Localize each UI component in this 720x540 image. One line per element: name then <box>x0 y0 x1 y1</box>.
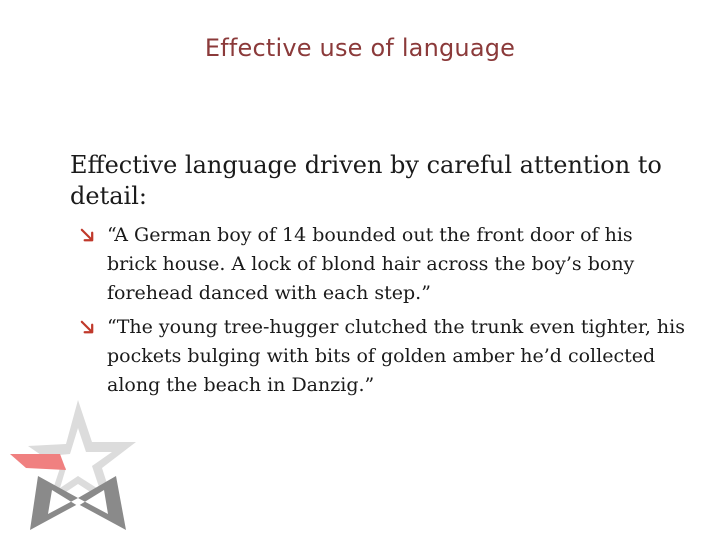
bullet-text: “A German boy of 14 bounded out the front door of his brick house. A lock of blond hair across the boy’s bony forehead danced with each step.” <box>107 224 635 304</box>
arrow-down-right-icon <box>80 228 95 243</box>
arrow-down-right-icon <box>80 320 95 335</box>
bullet-text: “The young tree-hugger clutched the trunk even tighter, his pockets bulging with bits of golden amber he’d collected along the beach in Danzig.” <box>107 316 685 396</box>
slide-title: Effective use of language <box>204 34 516 62</box>
list-item <box>70 313 685 400</box>
list-item <box>70 221 685 308</box>
star-logo-icon <box>8 398 148 533</box>
bullet-list <box>70 221 685 400</box>
slide-content <box>70 150 685 405</box>
lead-text: Effective language driven by careful attention to detail: <box>70 151 662 210</box>
